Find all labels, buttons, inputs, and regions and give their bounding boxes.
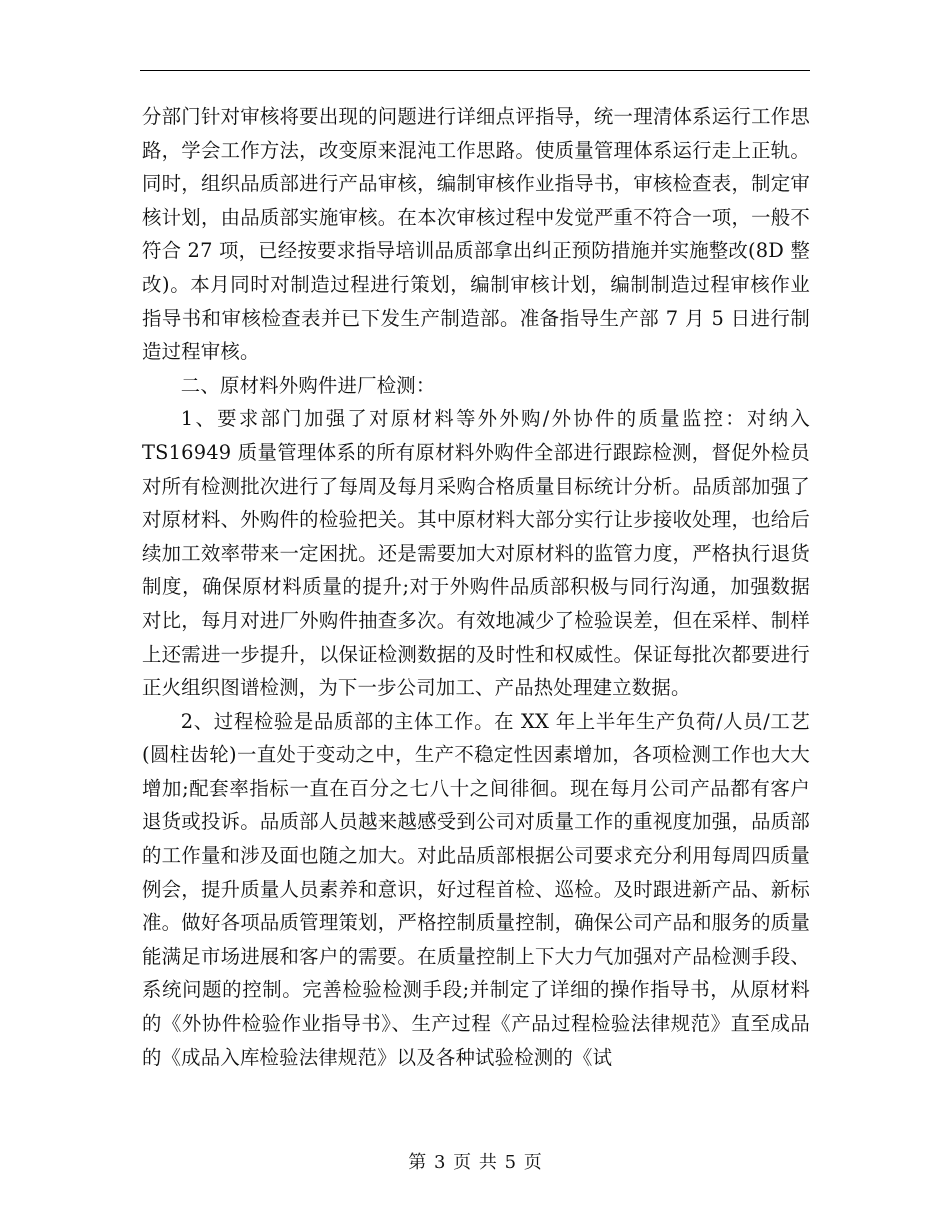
- header-rule: [140, 70, 810, 71]
- paragraph-process-inspection: 2、过程检验是品质部的主体工作。在 XX 年上半年生产负荷/人员/工艺(圆柱齿轮)一直处于变动之中，生产不稳定性因素增加，各项检测工作也大大增加;配套率指标一直在百分之七八十之间徘徊。现在每月公司产品都有客户退货或投诉。品质部人员越来越感受到公司对质量工作的重视度加强，品质部的工作量和涉及面也随之加大。对此品质部根据公司要求充分利用每周四质量例会，提升质量人员素养和意识，好过程首检、巡检。及时跟进新产品、新标准。做好各项品质管理策划，严格控制质量控制，确保公司产品和服务的质量能满足市场进展和客户的需要。在质量控制上下大力气加强对产品检测手段、系统问题的控制。完善检验检测手段;并制定了详细的操作指导书，从原材料的《外协件检验作业指导书》、生产过程《产品过程检验法律规范》直至成品的《成品入库检验法律规范》以及各种试验检测的《试: [142, 709, 810, 1069]
- document-body: [142, 100, 810, 1074]
- section-heading-raw-materials: 二、原材料外购件进厂检测：: [180, 373, 436, 397]
- paragraph-raw-materials-monitoring: 1、要求部门加强了对原材料等外外购/外协件的质量监控：对纳入 TS16949 质量管理体系的所有原材料外购件全部进行跟踪检测，督促外检员对所有检测批次进行了每周及每月采购合格质量目标统计分析。品质部加强了对原材料、外购件的检验把关。其中原材料大部分实行让步接收处理，也给后续加工效率带来一定困扰。还是需要加大对原材料的监管力度，严格执行退货制度，确保原材料质量的提升;对于外购件品质部积极与同行沟通，加强数据对比，每月对进厂外购件抽查多次。有效地减少了检验误差，但在采样、制样上还需进一步提升，以保证检测数据的及时性和权威性。保证每批次都要进行正火组织图谱检测，为下一步公司加工、产品热处理建立数据。: [142, 407, 810, 700]
- page-number-footer: 第 3 页 共 5 页: [408, 1152, 542, 1173]
- paragraph-audit-continuation: 分部门针对审核将要出现的问题进行详细点评指导，统一理清体系运行工作思路，学会工作方法，改变原来混沌工作思路。使质量管理体系运行走上正轨。同时，组织品质部进行产品审核，编制审核作业指导书，审核检查表，制定审核计划，由品质部实施审核。在本次审核过程中发觉严重不符合一项，一般不符合 27 项，已经按要求指导培训品质部拿出纠正预防措施并实施整改(8D 整改)。本月同时对制造过程进行策划，编制审核计划，编制制造过程审核作业指导书和审核检查表并已下发生产制造部。准备指导生产部 7 月 5 日进行制造过程审核。: [142, 105, 810, 364]
